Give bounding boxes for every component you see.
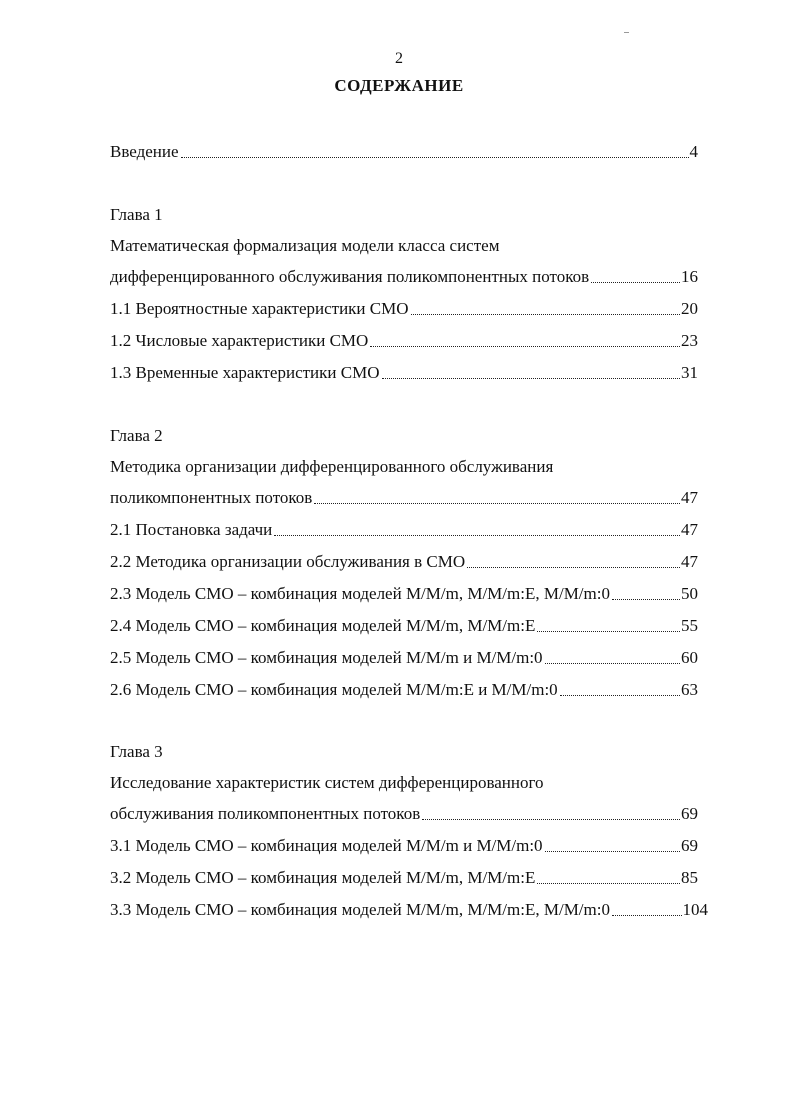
dot-leader	[274, 535, 680, 536]
toc-entry-page: 50	[681, 584, 698, 603]
dot-leader	[181, 157, 689, 158]
toc-entry-text: 2.5 Модель СМО – комбинация моделей M/M/m и M/M/m:0	[110, 648, 543, 667]
toc-entry-chapter-2[interactable]	[110, 488, 698, 508]
toc-entry-text: поликомпонентных потоков	[110, 488, 313, 507]
toc-entry-3-3[interactable]	[110, 900, 708, 920]
toc-entry-1-1[interactable]	[110, 299, 698, 319]
dot-leader	[314, 503, 680, 504]
toc-entry-page: 85	[681, 868, 698, 887]
toc-entry-2-6[interactable]	[110, 680, 698, 700]
toc-entry-2-1[interactable]	[110, 520, 698, 540]
dot-leader	[537, 631, 680, 632]
toc-entry-text: 2.2 Методика организации обслуживания в СМО	[110, 552, 466, 571]
toc-entry-2-5[interactable]	[110, 648, 698, 668]
page-number: 2	[395, 50, 403, 67]
toc-entry-page: 63	[681, 680, 698, 699]
toc-entry-1-3[interactable]	[110, 363, 698, 383]
toc-entry-text: 1.3 Временные характеристики СМО	[110, 363, 380, 382]
chapter-2-title-line-1: Методика организации дифференцированного обслуживания	[110, 457, 554, 476]
toc-entry-page: 69	[681, 836, 698, 855]
chapter-3-heading: Глава 3	[110, 742, 163, 761]
toc-entry-2-2[interactable]	[110, 552, 698, 572]
toc-entry-text: 3.2 Модель СМО – комбинация моделей M/M/m, M/M/m:E	[110, 868, 536, 887]
dot-leader	[560, 695, 680, 696]
toc-entry-text: Введение	[110, 142, 179, 161]
toc-entry-page: 4	[689, 142, 698, 161]
toc-entry-page: 16	[681, 267, 698, 286]
toc-entry-chapter-1[interactable]	[110, 267, 698, 287]
dot-leader	[537, 883, 680, 884]
toc-entry-page: 55	[681, 616, 698, 635]
toc-entry-page: 104	[682, 900, 708, 919]
toc-entry-3-2[interactable]	[110, 868, 698, 888]
dot-leader	[612, 915, 682, 916]
dot-leader	[422, 819, 680, 820]
toc-entry-2-3[interactable]	[110, 584, 698, 604]
chapter-1-title-line-1: Математическая формализация модели класса систем	[110, 236, 500, 255]
dot-leader	[411, 314, 680, 315]
toc-entry-page: 47	[681, 552, 698, 571]
toc-entry-text: 3.1 Модель СМО – комбинация моделей M/M/m и M/M/m:0	[110, 836, 543, 855]
toc-entry-page: 20	[681, 299, 698, 318]
dot-leader	[591, 282, 680, 283]
toc-entry-3-1[interactable]	[110, 836, 698, 856]
chapter-3-title-line-1: Исследование характеристик систем дифференцированного	[110, 773, 544, 792]
dot-leader	[382, 378, 681, 379]
dot-leader	[370, 346, 680, 347]
toc-entry-page: 60	[681, 648, 698, 667]
toc-entry-text: дифференцированного обслуживания поликомпонентных потоков	[110, 267, 590, 286]
page-title: СОДЕРЖАНИЕ	[334, 76, 464, 95]
toc-entry-page: 31	[681, 363, 698, 382]
toc-entry-page: 47	[681, 488, 698, 507]
toc-entry-text: 1.1 Вероятностные характеристики СМО	[110, 299, 409, 318]
toc-entry-1-2[interactable]	[110, 331, 698, 351]
toc-entry-page: 47	[681, 520, 698, 539]
toc-entry-text: 2.1 Постановка задачи	[110, 520, 273, 539]
chapter-1-heading: Глава 1	[110, 205, 163, 224]
scan-mark	[624, 32, 629, 33]
toc-entry-text: 3.3 Модель СМО – комбинация моделей M/M/m, M/M/m:E, M/M/m:0	[110, 900, 610, 919]
toc-entry-text: 2.4 Модель СМО – комбинация моделей M/M/m, M/M/m:E	[110, 616, 536, 635]
dot-leader	[545, 663, 680, 664]
toc-entry-text: 2.6 Модель СМО – комбинация моделей M/M/m:E и M/M/m:0	[110, 680, 558, 699]
dot-leader	[545, 851, 680, 852]
toc-entry-page: 23	[681, 331, 698, 350]
toc-entry-chapter-3[interactable]	[110, 804, 698, 824]
toc-entry-text: обслуживания поликомпонентных потоков	[110, 804, 421, 823]
toc-entry-text: 2.3 Модель СМО – комбинация моделей M/M/m, M/M/m:E, M/M/m:0	[110, 584, 610, 603]
toc-entry-text: 1.2 Числовые характеристики СМО	[110, 331, 369, 350]
dot-leader	[612, 599, 680, 600]
toc-entry-intro[interactable]	[110, 142, 698, 162]
toc-entry-2-4[interactable]	[110, 616, 698, 636]
dot-leader	[467, 567, 680, 568]
toc-entry-page: 69	[681, 804, 698, 823]
chapter-2-heading: Глава 2	[110, 426, 163, 445]
